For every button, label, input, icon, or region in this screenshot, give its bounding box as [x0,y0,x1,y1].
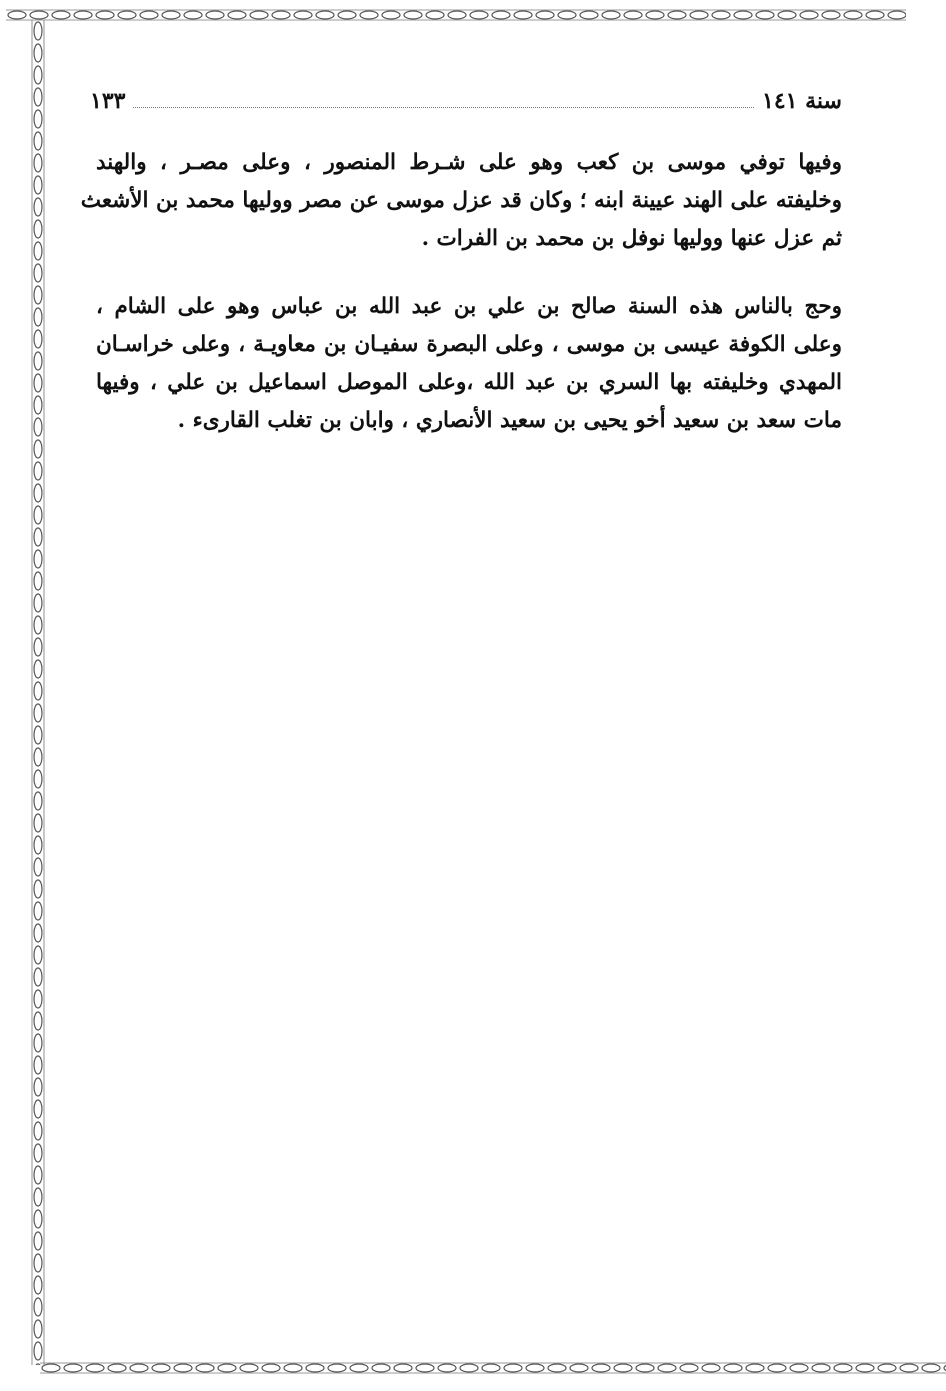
ornamental-border-left [30,20,46,1365]
paragraph-2 [96,288,842,440]
border-pattern-bottom [40,1361,946,1375]
running-title: سنة ١٤١ [762,88,842,114]
page-header [90,88,842,124]
paragraph-line: ثم عزل عنها ووليها نوفل بن محمد بن الفرات . [421,226,842,251]
border-pattern-left [30,20,46,1365]
paragraph-line: وخليفته على الهند عيينة ابنه ؛ وكان قد عزل موسى عن مصر ووليها محمد بن الأشعث [80,188,842,213]
dotted-leader [133,106,754,108]
paragraph-line: وفيها توفي موسى بن كعب وهو على شـرط المنصور ، وعلى مصـر ، والهند [96,150,842,175]
paragraph-line: المهدي وخليفته بها السري بن عبد الله ،وعلى الموصل اسماعيل بن علي ، وفيها [96,370,842,395]
ornamental-border-top [6,8,906,22]
border-pattern-top [6,8,906,22]
paragraph-line: وحج بالناس هذه السنة صالح بن علي بن عبد الله بن عباس وهو على الشام ، [96,294,842,319]
paragraph-line: وعلى الكوفة عيسى بن موسى ، وعلى البصرة سفيـان بن معاويـة ، وعلى خراسـان [96,332,842,357]
ornamental-border-bottom [40,1361,946,1375]
paragraph-line: مات سعد بن سعيد أخو يحيى بن سعيد الأنصاري ، وابان بن تغلب القارىء . [177,408,842,433]
paragraph-1 [80,144,842,258]
page-number: ١٣٣ [90,88,126,114]
